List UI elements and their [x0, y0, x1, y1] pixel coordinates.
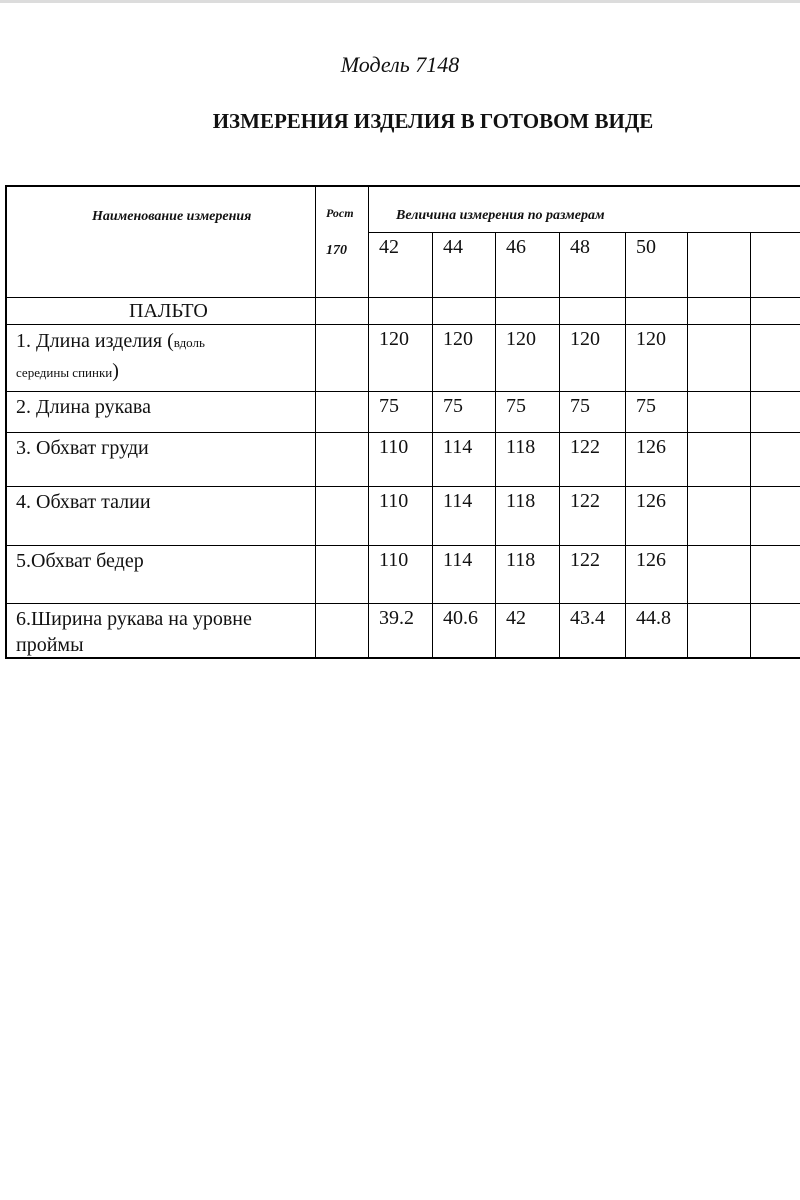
row-value: 75	[506, 395, 526, 417]
row-value: 75	[570, 395, 590, 417]
row-value: 75	[443, 395, 463, 417]
row-value-cell	[626, 325, 687, 391]
size-header-cell	[751, 233, 800, 297]
row-name-end: )	[112, 360, 119, 382]
row-value-cell	[496, 546, 559, 603]
row-value: 120	[443, 328, 473, 350]
size-header-cell	[688, 233, 750, 297]
row-value-cell	[688, 392, 750, 432]
header-sizes-text: Величина измерения по размерам	[396, 208, 605, 223]
row-value-cell	[751, 604, 800, 659]
row-value-cell	[688, 487, 750, 545]
row-value: 44.8	[636, 607, 671, 629]
row-value-cell	[433, 392, 495, 432]
row-value: 110	[379, 490, 409, 512]
row-value: 120	[506, 328, 536, 350]
row-name-line2: середины спинки	[16, 365, 113, 380]
row-value: 40.6	[443, 607, 478, 629]
size-header-cell	[496, 233, 559, 297]
row-value: 39.2	[379, 607, 414, 629]
row-value: 114	[443, 549, 473, 571]
row-height-cell	[316, 487, 368, 545]
row-measurement-name	[7, 325, 315, 391]
row-value-cell	[626, 433, 687, 486]
row-value-cell	[433, 325, 495, 391]
row-value-cell	[433, 433, 495, 486]
row-value-cell	[369, 325, 432, 391]
row-value-cell	[496, 392, 559, 432]
size-header-value: 46	[506, 236, 526, 258]
size-header-value: 42	[379, 236, 399, 258]
row-value-cell	[369, 604, 432, 659]
row-value-cell	[433, 487, 495, 545]
row-value: 42	[506, 607, 526, 629]
header-measurement-name	[7, 185, 315, 297]
row-value-cell	[496, 433, 559, 486]
row-value-cell	[496, 604, 559, 659]
row-value-cell	[751, 487, 800, 545]
row-name-note: вдоль	[173, 335, 205, 350]
row-measurement-name	[7, 546, 315, 603]
row-value-cell	[751, 392, 800, 432]
row-value: 118	[506, 436, 536, 458]
row-value: 114	[443, 490, 473, 512]
row-value: 118	[506, 549, 536, 571]
row-value: 126	[636, 436, 666, 458]
row-name-text: 3. Обхват груди	[16, 437, 149, 459]
size-header-value: 50	[636, 236, 656, 258]
row-value: 43.4	[570, 607, 605, 629]
row-name-line2: проймы	[16, 634, 84, 656]
section-title-text: ПАЛЬТО	[129, 300, 208, 322]
row-measurement-name	[7, 604, 315, 659]
header-sizes-group	[369, 185, 800, 232]
row-value: 75	[636, 395, 656, 417]
row-value: 120	[636, 328, 666, 350]
row-height-cell	[316, 433, 368, 486]
row-value-cell	[626, 487, 687, 545]
row-value: 126	[636, 490, 666, 512]
row-value-cell	[560, 487, 625, 545]
header-name-text: Наименование измерения	[92, 209, 252, 224]
row-value-cell	[626, 392, 687, 432]
row-value: 118	[506, 490, 536, 512]
row-value-cell	[688, 604, 750, 659]
row-value-cell	[560, 392, 625, 432]
row-measurement-name	[7, 487, 315, 545]
row-value: 110	[379, 436, 409, 458]
row-value-cell	[688, 546, 750, 603]
measurements-table	[5, 185, 800, 659]
row-measurement-name	[7, 433, 315, 486]
row-value-cell	[688, 325, 750, 391]
row-value-cell	[433, 604, 495, 659]
row-value: 114	[443, 436, 473, 458]
row-value-cell	[496, 325, 559, 391]
row-value-cell	[560, 433, 625, 486]
row-value-cell	[751, 546, 800, 603]
row-value-cell	[369, 487, 432, 545]
size-header-cell	[560, 233, 625, 297]
document-title: ИЗМЕРЕНИЯ ИЗДЕЛИЯ В ГОТОВОМ ВИДЕ	[212, 109, 654, 133]
row-value-cell	[496, 487, 559, 545]
top-border	[0, 0, 800, 3]
size-header-value: 48	[570, 236, 590, 258]
row-value-cell	[560, 604, 625, 659]
row-height-cell	[316, 604, 368, 659]
row-value-cell	[751, 325, 800, 391]
header-height-value: 170	[326, 243, 347, 258]
row-value-cell	[433, 546, 495, 603]
size-header-value: 44	[443, 236, 463, 258]
row-value-cell	[560, 546, 625, 603]
row-value-cell	[751, 433, 800, 486]
row-value: 120	[570, 328, 600, 350]
header-height	[316, 185, 368, 297]
row-height-cell	[316, 392, 368, 432]
size-header-cell	[626, 233, 687, 297]
row-name-text: 2. Длина рукава	[16, 396, 151, 418]
row-value-cell	[369, 392, 432, 432]
row-value-cell	[560, 325, 625, 391]
row-value: 75	[379, 395, 399, 417]
row-name-text: 5.Обхват бедер	[16, 550, 144, 572]
row-value-cell	[626, 546, 687, 603]
row-value: 126	[636, 549, 666, 571]
row-value: 122	[570, 549, 600, 571]
row-value-cell	[688, 433, 750, 486]
size-header-cell	[369, 233, 432, 297]
row-name-text: 6.Ширина рукава на уровне	[16, 608, 252, 630]
row-height-cell	[316, 325, 368, 391]
section-title	[7, 297, 315, 324]
size-header-cell	[433, 233, 495, 297]
row-value: 120	[379, 328, 409, 350]
header-height-label: Рост	[326, 206, 354, 220]
row-value: 110	[379, 549, 409, 571]
row-value-cell	[369, 546, 432, 603]
row-name-text: 1. Длина изделия (	[16, 330, 174, 352]
row-name-text: 4. Обхват талии	[16, 491, 151, 513]
model-number: Модель 7148	[340, 52, 460, 77]
row-measurement-name	[7, 392, 315, 432]
row-height-cell	[316, 546, 368, 603]
row-value-cell	[626, 604, 687, 659]
row-value-cell	[369, 433, 432, 486]
row-value: 122	[570, 490, 600, 512]
row-value: 122	[570, 436, 600, 458]
